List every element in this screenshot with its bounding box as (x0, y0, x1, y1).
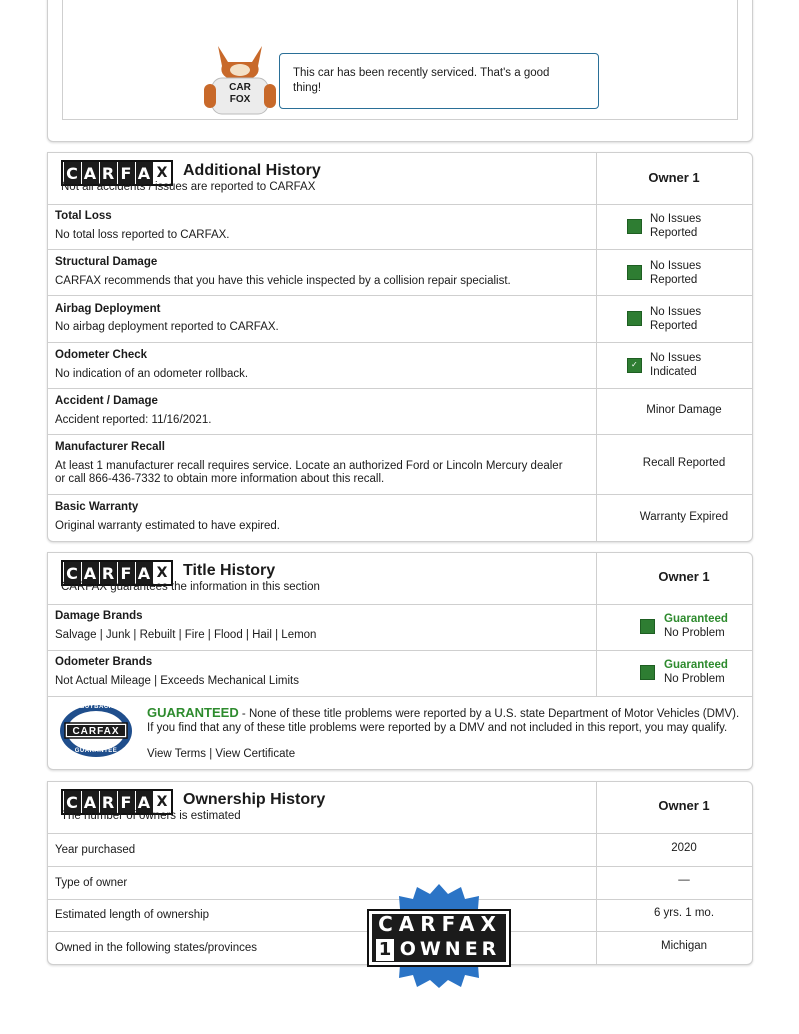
check-square-icon (640, 665, 655, 680)
row-status: Guaranteed No Problem (664, 659, 728, 685)
view-certificate-link[interactable]: View Certificate (215, 748, 296, 760)
row-text: CARFAX recommends that you have this vehicle inspected by a collision repair specialist. (55, 275, 511, 287)
row-status: Guaranteed No Problem (664, 613, 728, 639)
row-text: Accident reported: 11/16/2021. (55, 414, 212, 426)
guarantee-word: GUARANTEED (147, 705, 239, 720)
fox-shirt-text: CAR FOX (229, 82, 251, 105)
row-status: No Issues Reported (650, 260, 702, 286)
section-subtitle: The number of owners is estimated (61, 810, 241, 822)
section-subtitle: Not all accidents / issues are reported to CARFAX (61, 181, 316, 193)
row-title: Airbag Deployment (55, 303, 161, 315)
row-text: Not Actual Mileage | Exceeds Mechanical Limits (55, 675, 299, 687)
check-square-icon (640, 619, 655, 634)
row-text: Original warranty estimated to have expired. (55, 520, 280, 532)
logo-letter: A (82, 562, 99, 584)
row-status: Warranty Expired (639, 511, 729, 523)
row-text: No indication of an odometer rollback. (55, 368, 249, 380)
row-status: No Issues Reported (650, 306, 702, 332)
logo-letter: A (136, 162, 153, 184)
logo-letter: R (100, 562, 117, 584)
logo-letter: X (154, 791, 171, 813)
row-title: Odometer Brands (55, 656, 153, 668)
row-title: Manufacturer Recall (55, 441, 165, 453)
check-square-icon (627, 265, 642, 280)
logo-letter: R (100, 791, 117, 813)
owner-header: Owner 1 (658, 798, 710, 813)
logo-letter: F (118, 562, 135, 584)
section-title: Additional History (183, 162, 321, 179)
logo-letter: A (136, 791, 153, 813)
view-terms-link[interactable]: View Terms (147, 748, 207, 760)
row-title: Damage Brands (55, 610, 143, 622)
check-square-icon (627, 358, 642, 373)
logo-letter: C (64, 791, 81, 813)
row-text: No airbag deployment reported to CARFAX. (55, 321, 279, 333)
row-status: Minor Damage (646, 404, 722, 416)
seal-top-text: BUYBACK (80, 704, 114, 710)
logo-letter: A (82, 791, 99, 813)
logo-letter: X (154, 562, 171, 584)
badge-number: 1 (376, 939, 394, 961)
logo-letter: A (82, 162, 99, 184)
owner-header: Owner 1 (658, 569, 710, 584)
ownership-label: Owned in the following states/provinces (55, 942, 257, 954)
row-status: No Issues Reported (650, 213, 702, 239)
guarantee-text: - None of these title problems were reported by a U.S. state Department of Motor Vehicles (DMV). If you find that any of these title problems were reported by a DMV and not included in this report, you may qualify. (147, 708, 740, 734)
row-text: Salvage | Junk | Rebuilt | Fire | Flood | Hail | Lemon (55, 629, 317, 641)
carfox-mascot-icon (200, 44, 280, 118)
logo-letter: F (118, 791, 135, 813)
section-subtitle: CARFAX guarantees the information in this section (61, 581, 320, 593)
ownership-value: 6 yrs. 1 mo. (653, 907, 715, 919)
check-square-icon (627, 311, 642, 326)
link-separator: | (206, 748, 216, 760)
speech-bubble (279, 53, 599, 109)
ownership-label: Type of owner (55, 877, 128, 889)
row-text: No total loss reported to CARFAX. (55, 229, 230, 241)
ownership-value: 2020 (671, 842, 697, 854)
row-title: Total Loss (55, 210, 112, 222)
section-title: Title History (183, 562, 276, 579)
logo-letter: A (136, 562, 153, 584)
one-owner-badge-burst-icon (366, 884, 512, 988)
guarantee-paragraph (147, 706, 741, 735)
logo-letter: C (64, 162, 81, 184)
check-square-icon (627, 219, 642, 234)
row-status: No Issues Indicated (650, 352, 702, 378)
speech-bubble-text: This car has been recently serviced. That's a good thing! (293, 67, 550, 94)
row-title: Accident / Damage (55, 395, 158, 407)
owner-header: Owner 1 (648, 170, 700, 185)
ownership-label: Estimated length of ownership (55, 909, 210, 921)
ownership-value: — (678, 874, 690, 886)
row-title: Odometer Check (55, 349, 148, 361)
logo-letter: R (100, 162, 117, 184)
ownership-value: Michigan (660, 940, 708, 952)
badge-carfax-text: CARFAX (378, 912, 502, 936)
seal-bottom-text: GUARANTEE (74, 748, 118, 754)
guarantee-links (147, 748, 295, 760)
section-title: Ownership History (183, 791, 326, 808)
logo-letter: F (118, 162, 135, 184)
row-title: Structural Damage (55, 256, 158, 268)
row-text: At least 1 manufacturer recall requires service. Locate an authorized Ford or Lincoln Mercury dealer or call 866-436-7332 to obtain more information about this recall. (55, 460, 563, 485)
row-status: Recall Reported (642, 457, 726, 469)
logo-letter: X (154, 162, 171, 184)
ownership-label: Year purchased (55, 844, 136, 856)
row-title: Basic Warranty (55, 501, 139, 513)
badge-owner-text: OWNER (399, 938, 501, 960)
seal-logo-text: CARFAX (72, 726, 120, 737)
logo-letter: C (64, 562, 81, 584)
